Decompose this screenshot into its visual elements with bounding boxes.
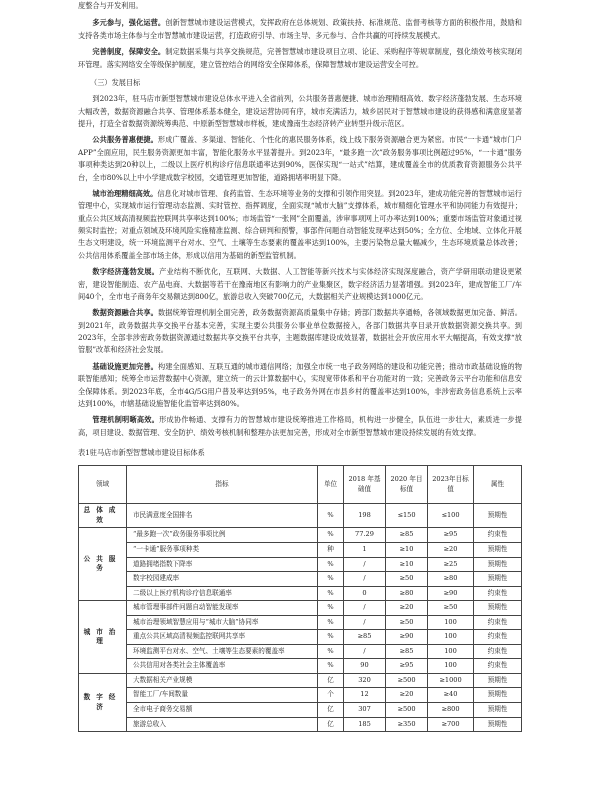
- target-2023-cell: ≥20: [428, 543, 474, 558]
- target-2020-cell: ≥80: [386, 586, 428, 601]
- goal-text: 产业结构不断优化，互联网、大数据、人工智能等新兴技术与实体经济实现深度融合，资产学研用联动建设更紧密，建设智能制造、农产品电商、大数据等若干在豫南地区有影响力的产业集聚区，数字经济活力显著增强。到2023年，建成智能工厂/车间40个，全市电子商务年交易额达到800亿，旅游总收入突破700亿元，大数据相关产业规模达到1000亿元。: [78, 267, 522, 301]
- table-row: [79, 644, 522, 659]
- attribute-cell: 预期性: [474, 504, 522, 528]
- goal-text: 数据统筹管理机制全面完善，政务数据资源高质量集中存储；跨部门数据共享通畅，各领域数据更加完备、鲜活。到2021年，政务数据共享交换平台基本完善，实现主要公共服务公事业单位数据接入，各部门数据共享目录开放数据资源交换共享。到2023年，全部非涉密政务数据资源通过数据共享交换平台共享，主题数据库建设成效显著，数据社会开放应用水平大幅提高，有效支撑“放管服”改革和经济社会发展。: [78, 308, 522, 355]
- goal-paragraph: [78, 361, 522, 411]
- attribute-cell: 约束性: [474, 630, 522, 645]
- target-2020-cell: ≥90: [386, 630, 428, 645]
- header-unit: 单位: [318, 466, 344, 504]
- goal-paragraph: [78, 266, 522, 303]
- domain-cell: 总体成效: [79, 504, 127, 528]
- goal-overview: 到2023年，驻马店市新型智慧城市建设总体水平进入全省前列，公共服务普惠便捷、城市治理精细高效、数字经济蓬勃发展、生态环境大幅改善，数据资源融合共享、管理体系基本健全，建设运营协同有序，城市充满活力，城乡居民对于智慧城市建设的获得感和满意度显著提升，打造全省数据资源统筹典范、中原新型智慧城市样板，建成豫南生态经济转产业转型升级示范区。: [78, 94, 522, 128]
- goal-paragraph: [78, 188, 522, 262]
- indicator-cell: 重点公共区域高清视频监控联网共享率: [127, 630, 318, 645]
- target-2023-cell: ≥50: [428, 601, 474, 616]
- target-2023-cell: 100: [428, 615, 474, 630]
- attribute-cell: 预期性: [474, 703, 522, 718]
- target-2020-cell: ≥50: [386, 572, 428, 587]
- base-2018-cell: 77.29: [344, 528, 386, 543]
- attribute-cell: 约束性: [474, 644, 522, 659]
- target-2020-cell: ≥85: [386, 644, 428, 659]
- indicator-cell: 城市管理事部件问题自动智能发现率: [127, 601, 318, 616]
- unit-cell: %: [318, 557, 344, 572]
- target-2020-cell: ≥50: [386, 615, 428, 630]
- table-row: [79, 673, 522, 688]
- principle-title: 多元参与，强化运营。: [92, 18, 166, 28]
- target-2023-cell: ≥95: [428, 528, 474, 543]
- table-row: [79, 688, 522, 703]
- attribute-cell: 预期性: [474, 557, 522, 572]
- section-heading: （三）发展目标: [90, 77, 141, 87]
- principle-paragraph: [78, 17, 522, 42]
- indicator-cell: 市民满意度全国排名: [127, 504, 318, 528]
- principle-paragraph: [78, 46, 522, 71]
- domain-cell: 城市治理: [79, 601, 127, 674]
- header-domain: 领域: [79, 466, 127, 504]
- base-2018-cell: 320: [344, 673, 386, 688]
- goal-title: 城市治理精细高效。: [92, 188, 158, 198]
- domain-cell: 公共服务: [79, 528, 127, 601]
- unit-cell: 个: [318, 688, 344, 703]
- table-row: [79, 572, 522, 587]
- attribute-cell: 约束性: [474, 615, 522, 630]
- base-2018-cell: 0: [344, 586, 386, 601]
- unit-cell: %: [318, 615, 344, 630]
- indicator-cell: 旅游总收入: [127, 717, 318, 732]
- indicator-cell: 城市治理领域智慧应用与“城市大脑”协同率: [127, 615, 318, 630]
- attribute-cell: 预期性: [474, 572, 522, 587]
- attribute-cell: 预期性: [474, 601, 522, 616]
- unit-cell: %: [318, 572, 344, 587]
- table-row: [79, 703, 522, 718]
- target-2020-cell: ≤150: [386, 504, 428, 528]
- table-row: [79, 615, 522, 630]
- target-2023-cell: ≥40: [428, 688, 474, 703]
- indicator-cell: 公共信用对各类社会主体覆盖率: [127, 659, 318, 674]
- table-row: [79, 601, 522, 616]
- indicator-cell: 全市电子商务交易额: [127, 703, 318, 718]
- base-2018-cell: 12: [344, 688, 386, 703]
- unit-cell: %: [318, 601, 344, 616]
- target-2020-cell: ≥350: [386, 717, 428, 732]
- goal-text: 构建全面感知、互联互通的城市通信网络；加强全市统一电子政务网络的建设和功能完善；推动市政基础设施的物联智能感知；统筹全市运营数据中心资源，建立统一的云计算数据中心，实现宽带体系和平台功能对的一致；完善政务云平台功能和信息安全保障体系。到2023年底，全市4G/5G用户普及率达到95%，电子政务外网在市县乡村的覆盖率达到100%，非涉密政务信息系统上云率达到100%，市辖基础设施智能化监管率达到80%。: [78, 361, 522, 408]
- unit-cell: %: [318, 659, 344, 674]
- base-2018-cell: 198: [344, 504, 386, 528]
- indicator-cell: “一卡通”服务事项种类: [127, 543, 318, 558]
- table-body: [79, 504, 522, 732]
- attribute-cell: 约束性: [474, 586, 522, 601]
- goal-text: 形成协作畅通、支撑有力的智慧城市建设统筹推进工作格局，机构进一步健全，队伍进一步壮大，素质进一步提高，项目建设、数据管理、安全防护、绩效考核机制和整理办法更加完善，形成对全市新型智慧城市建设持续发展的有效支撑。: [78, 415, 522, 437]
- target-2023-cell: 100: [428, 659, 474, 674]
- unit-cell: 亿: [318, 703, 344, 718]
- header-attribute: 属性: [474, 466, 522, 504]
- target-2020-cell: ≥10: [386, 557, 428, 572]
- indicator-cell: 环境监测平台对水、空气、土壤等生态要素的覆盖率: [127, 644, 318, 659]
- target-2023-cell: ≥800: [428, 703, 474, 718]
- unit-cell: 亿: [318, 673, 344, 688]
- target-2020-cell: ≥85: [386, 528, 428, 543]
- base-2018-cell: 1: [344, 543, 386, 558]
- indicator-cell: 二级以上医疗机构诊疗信息联通率: [127, 586, 318, 601]
- base-2018-cell: 90: [344, 659, 386, 674]
- principle-text: 制定数据采集与共享交换规范，完善智慧城市建设项目立项、论证、采购程序等规章制度，强化绩效考核实现闭环管理。落实网络安全等级保护制度，建立管控结合的网络安全保障体系，保障智慧城市建设运营安全可控。: [78, 47, 522, 69]
- table-caption: 表1驻马店市新型智慧城市建设目标体系: [78, 448, 205, 457]
- base-2018-cell: /: [344, 557, 386, 572]
- header-indicator: 指标: [127, 466, 318, 504]
- target-2023-cell: ≥25: [428, 557, 474, 572]
- table-row: [79, 630, 522, 645]
- goal-text: 信息化对城市管理、食药监管、生态环境等业务的支撑和引领作用突显。到2023年，建成功能完善的智慧城市运行管理中心，实现城市运行管理动态监测、实时管控、指挥调度，全面实现“城市大脑”支撑体系，城市精细化管理水平和协同能力有效提升；重点公共区域高清视频监控联网共享率达到100%；市场监管“一张网”全面覆盖，涉审事项网上可办率达到100%；重要市场监管对象通过视频实时监控；对重点领域及环境风险实施精准监测、综合研判和预警，事部件问题自动智能发现率达到50%；全方位、全地域、立体化开展生态文明建设，统一环境监测平台对水、空气、土壤等生态要素的覆盖率达到100%，主要污染物总量大幅减少，生态环境质量总体改善；公共信用体系覆盖全部市场主体，形成以信用为基础的新型监管机制。: [78, 188, 522, 260]
- unit-cell: 亿: [318, 717, 344, 732]
- goal-title: 公共服务普惠便捷。: [92, 135, 158, 145]
- unit-cell: %: [318, 586, 344, 601]
- indicator-cell: 大数据相关产业规模: [127, 673, 318, 688]
- base-2018-cell: /: [344, 601, 386, 616]
- table-row: [79, 717, 522, 732]
- table-row: [79, 659, 522, 674]
- base-2018-cell: ≥85: [344, 630, 386, 645]
- principles-list: [78, 17, 522, 71]
- target-2020-cell: ≥20: [386, 688, 428, 703]
- unit-cell: %: [318, 630, 344, 645]
- principle-text: 创新智慧城市建设运营模式，发挥政府在总体规划、政策扶持、标准规范、监督考核等方面的积极作用，鼓励和支持各类市场主体参与全市智慧城市建设运营，打造政府引导、市场主导、多元参与、合作共赢的可持续发展模式。: [78, 18, 522, 40]
- target-2020-cell: ≥10: [386, 543, 428, 558]
- base-2018-cell: 307: [344, 703, 386, 718]
- target-2020-cell: ≥20: [386, 601, 428, 616]
- attribute-cell: 约束性: [474, 528, 522, 543]
- header-base-2018: 2018 年基础值: [344, 466, 386, 504]
- attribute-cell: 预期性: [474, 673, 522, 688]
- target-2023-cell: ≥90: [428, 586, 474, 601]
- target-2023-cell: ≥80: [428, 572, 474, 587]
- goal-title: 数字经济蓬勃发展。: [92, 267, 160, 277]
- indicator-cell: 数字校园建成率: [127, 572, 318, 587]
- intro-lead-line: 度整合与开发利用。: [78, 1, 143, 10]
- goal-paragraph: [78, 134, 522, 184]
- target-2023-cell: ≤100: [428, 504, 474, 528]
- table-row: [79, 586, 522, 601]
- goals-list: [78, 134, 522, 439]
- attribute-cell: 约束性: [474, 659, 522, 674]
- target-2023-cell: ≥1000: [428, 673, 474, 688]
- target-2023-cell: ≥700: [428, 717, 474, 732]
- base-2018-cell: /: [344, 572, 386, 587]
- unit-cell: %: [318, 528, 344, 543]
- attribute-cell: 预期性: [474, 543, 522, 558]
- goal-title: 基础设施更加完善。: [92, 361, 158, 371]
- indicator-cell: 道路拥堵指数下降率: [127, 557, 318, 572]
- table-row: [79, 543, 522, 558]
- goal-indicator-table: [78, 465, 522, 732]
- table-row: [79, 528, 522, 543]
- attribute-cell: 预期性: [474, 717, 522, 732]
- base-2018-cell: 185: [344, 717, 386, 732]
- table-header-row: [79, 466, 522, 504]
- table-row: [79, 504, 522, 528]
- attribute-cell: 预期性: [474, 688, 522, 703]
- header-target-2023: 2023年目标值: [428, 466, 474, 504]
- domain-cell: 数字经济: [79, 673, 127, 731]
- target-2023-cell: 100: [428, 630, 474, 645]
- base-2018-cell: /: [344, 644, 386, 659]
- goal-title: 数据资源融合共享。: [92, 308, 158, 318]
- target-2020-cell: ≥500: [386, 703, 428, 718]
- principle-title: 完善制度，保障安全。: [92, 47, 166, 57]
- goal-paragraph: [78, 307, 522, 357]
- goal-text: 形成广覆盖、多渠道、智能化、个性化的惠民服务体系，线上线下服务资源融合更为紧密。市民“一卡通”城市门户APP”全面应用，民生服务资源更加丰富，智能化服务水平显著提升。到2023年，“最多跑一次”政务服务事项比例超过95%，“一卡通”服务事项种类达到20种以上，二级以上医疗机构诊疗信息联通率达到90%，医保实现“一站式”结算，建成覆盖全市的优质教育资源服务公共平台，全市80%以上中小学建成数字校园，交通管理更加智能，道路拥堵率明显下降。: [78, 135, 522, 182]
- table-row: [79, 557, 522, 572]
- indicator-cell: “最多跑一次”政务服务事项比例: [127, 528, 318, 543]
- target-2023-cell: 100: [428, 644, 474, 659]
- target-2020-cell: ≥95: [386, 659, 428, 674]
- unit-cell: %: [318, 504, 344, 528]
- indicator-cell: 智能工厂/车间数量: [127, 688, 318, 703]
- header-target-2020: 2020 年目标值: [386, 466, 428, 504]
- target-2020-cell: ≥500: [386, 673, 428, 688]
- base-2018-cell: /: [344, 615, 386, 630]
- unit-cell: %: [318, 644, 344, 659]
- unit-cell: 种: [318, 543, 344, 558]
- goal-title: 管理机制明晰高效。: [92, 415, 160, 425]
- goal-paragraph: [78, 414, 522, 439]
